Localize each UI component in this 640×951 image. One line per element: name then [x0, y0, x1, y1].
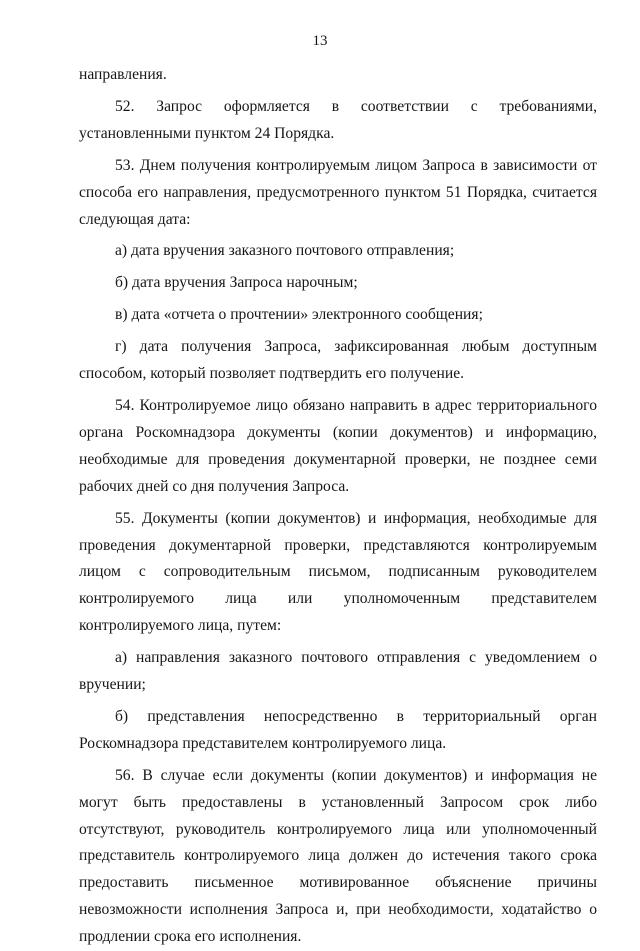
- document-body: [79, 62, 597, 951]
- list-item-a: а) дата вручения заказного почтового отправления;: [115, 242, 455, 260]
- page-number: 13: [312, 33, 328, 49]
- paragraph-53: 53. Днем получения контролируемым лицом Запроса в зависимости от способа его направления, предусмотренного пунктом 51 Порядка, считается следующая дата:: [79, 156, 597, 228]
- paragraph-56: 56. В случае если документы (копии документов) и информация не могут быть предоставлены в установленный Запросом срок либо отсутствуют, руководитель контролируемого лица или уполномоченный представитель контролируемого лица должен до истечения такого срока предоставить письменное мотивированное объяснение причины невозможности исполнения Запроса и, при необходимости, ходатайство о продлении срока его исполнения.: [79, 766, 597, 946]
- list-item-b-2: б) представления непосредственно в территориальный орган Роскомнадзора представителем контролируемого лица.: [79, 707, 597, 752]
- paragraph: направления.: [79, 66, 167, 83]
- paragraph-52: 52. Запрос оформляется в соответствии с требованиями, установленными пунктом 24 Порядка.: [79, 97, 597, 142]
- list-item-a-2: а) направления заказного почтового отправления с уведомлением о вручении;: [79, 649, 597, 694]
- list-item-b: б) дата вручения Запроса нарочным;: [115, 274, 358, 292]
- paragraph-54: 54. Контролируемое лицо обязано направить в адрес территориального органа Роскомнадзора документы (копии документов) и информацию, необходимые для проведения документарной проверки, не позднее семи рабочих дней со дня получения Запроса.: [79, 396, 597, 495]
- paragraph-55: 55. Документы (копии документов) и информация, необходимые для проведения документарной проверки, представляются контролируемым лицом с сопроводительным письмом, подписанным руководителем контролируемого лица или уполномоченным представителем контролируемого лица, путем:: [79, 509, 597, 635]
- list-item-v: в) дата «отчета о прочтении» электронного сообщения;: [115, 306, 483, 324]
- list-item-g: г) дата получения Запроса, зафиксированная любым доступным способом, который позволяет подтвердить его получение.: [79, 338, 597, 383]
